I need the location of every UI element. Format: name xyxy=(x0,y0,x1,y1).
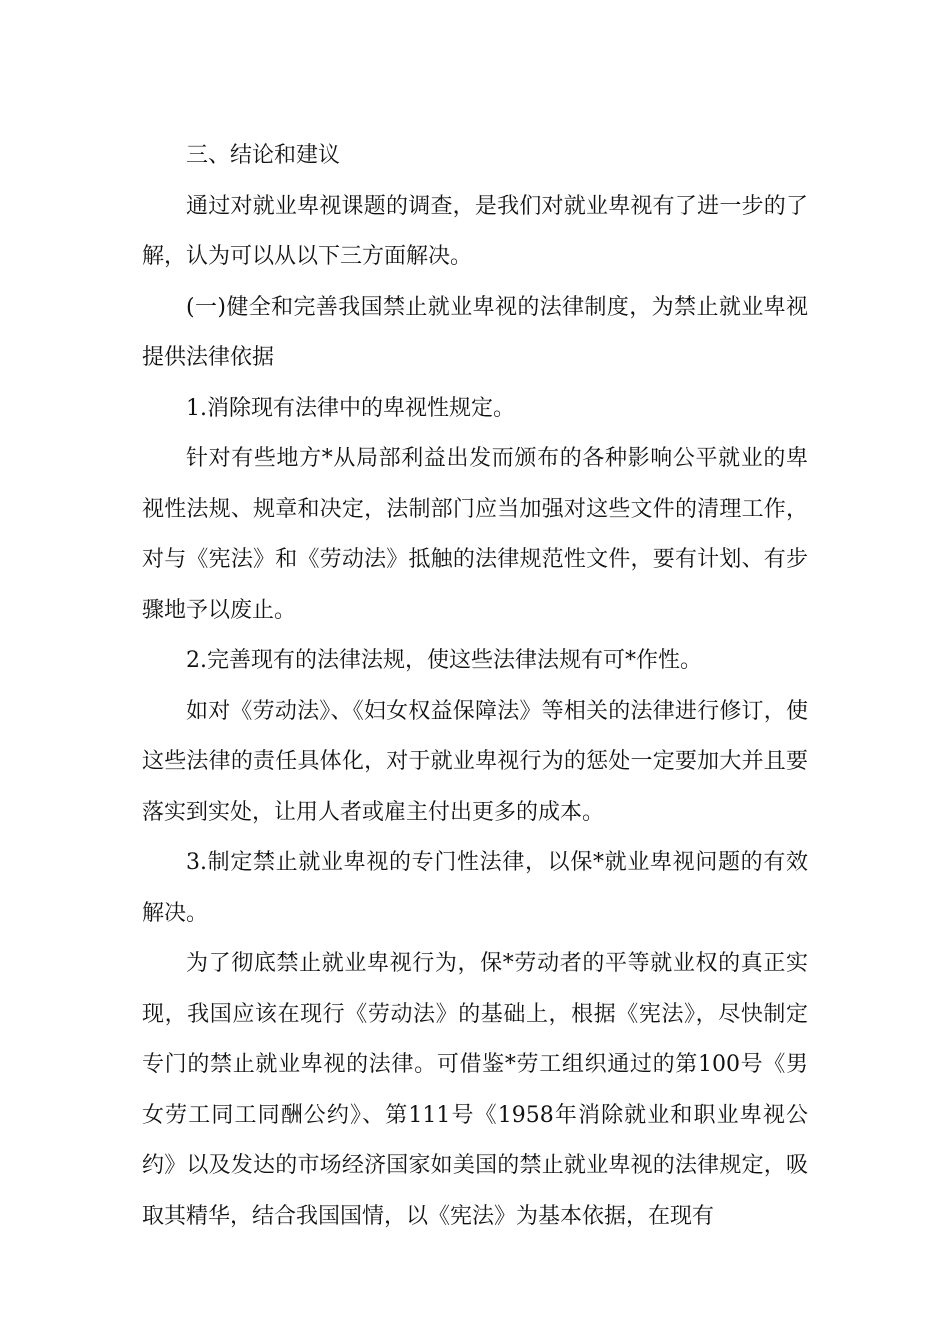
paragraph: 为了彻底禁止就业卑视行为，保*劳动者的平等就业权的真正实现，我国应该在现行《劳动法》的基础上，根据《宪法》，尽快制定专门的禁止就业卑视的法律。可借鉴*劳工组织通过的第100号《男女劳工同工同酬公约》、第111号《1958年消除就业和职业卑视公约》以及发达的市场经济国家如美国的禁止就业卑视的法律规定，吸取其精华，结合我国国情，以《宪法》为基本依据，在现有 xyxy=(142,951,808,1229)
subsection-heading: (一)健全和完善我国禁止就业卑视的法律制度，为禁止就业卑视提供法律依据 xyxy=(142,294,808,370)
numbered-item: 1.消除现有法律中的卑视性规定。 xyxy=(186,395,515,421)
paragraph: 如对《劳动法》、《妇女权益保障法》等相关的法律进行修订，使这些法律的责任具体化，对于就业卑视行为的惩处一定要加大并且要落实到实处，让用人者或雇主付出更多的成本。 xyxy=(142,698,808,825)
document-body xyxy=(142,131,808,1242)
paragraph: 通过对就业卑视课题的调查，是我们对就业卑视有了进一步的了解，认为可以从以下三方面解决。 xyxy=(142,193,808,269)
numbered-item: 2.完善现有的法律法规，使这些法律法规有可*作性。 xyxy=(186,648,702,673)
numbered-item: 3.制定禁止就业卑视的专门性法律，以保*就业卑视问题的有效解决。 xyxy=(142,850,808,926)
section-heading: 三、结论和建议 xyxy=(186,143,341,168)
paragraph: 针对有些地方*从局部利益出发而颁布的各种影响公平就业的卑视性法规、规章和决定，法制部门应当加强对这些文件的清理工作，对与《宪法》和《劳动法》抵触的法律规范性文件，要有计划、有步骤地予以废止。 xyxy=(142,446,808,623)
